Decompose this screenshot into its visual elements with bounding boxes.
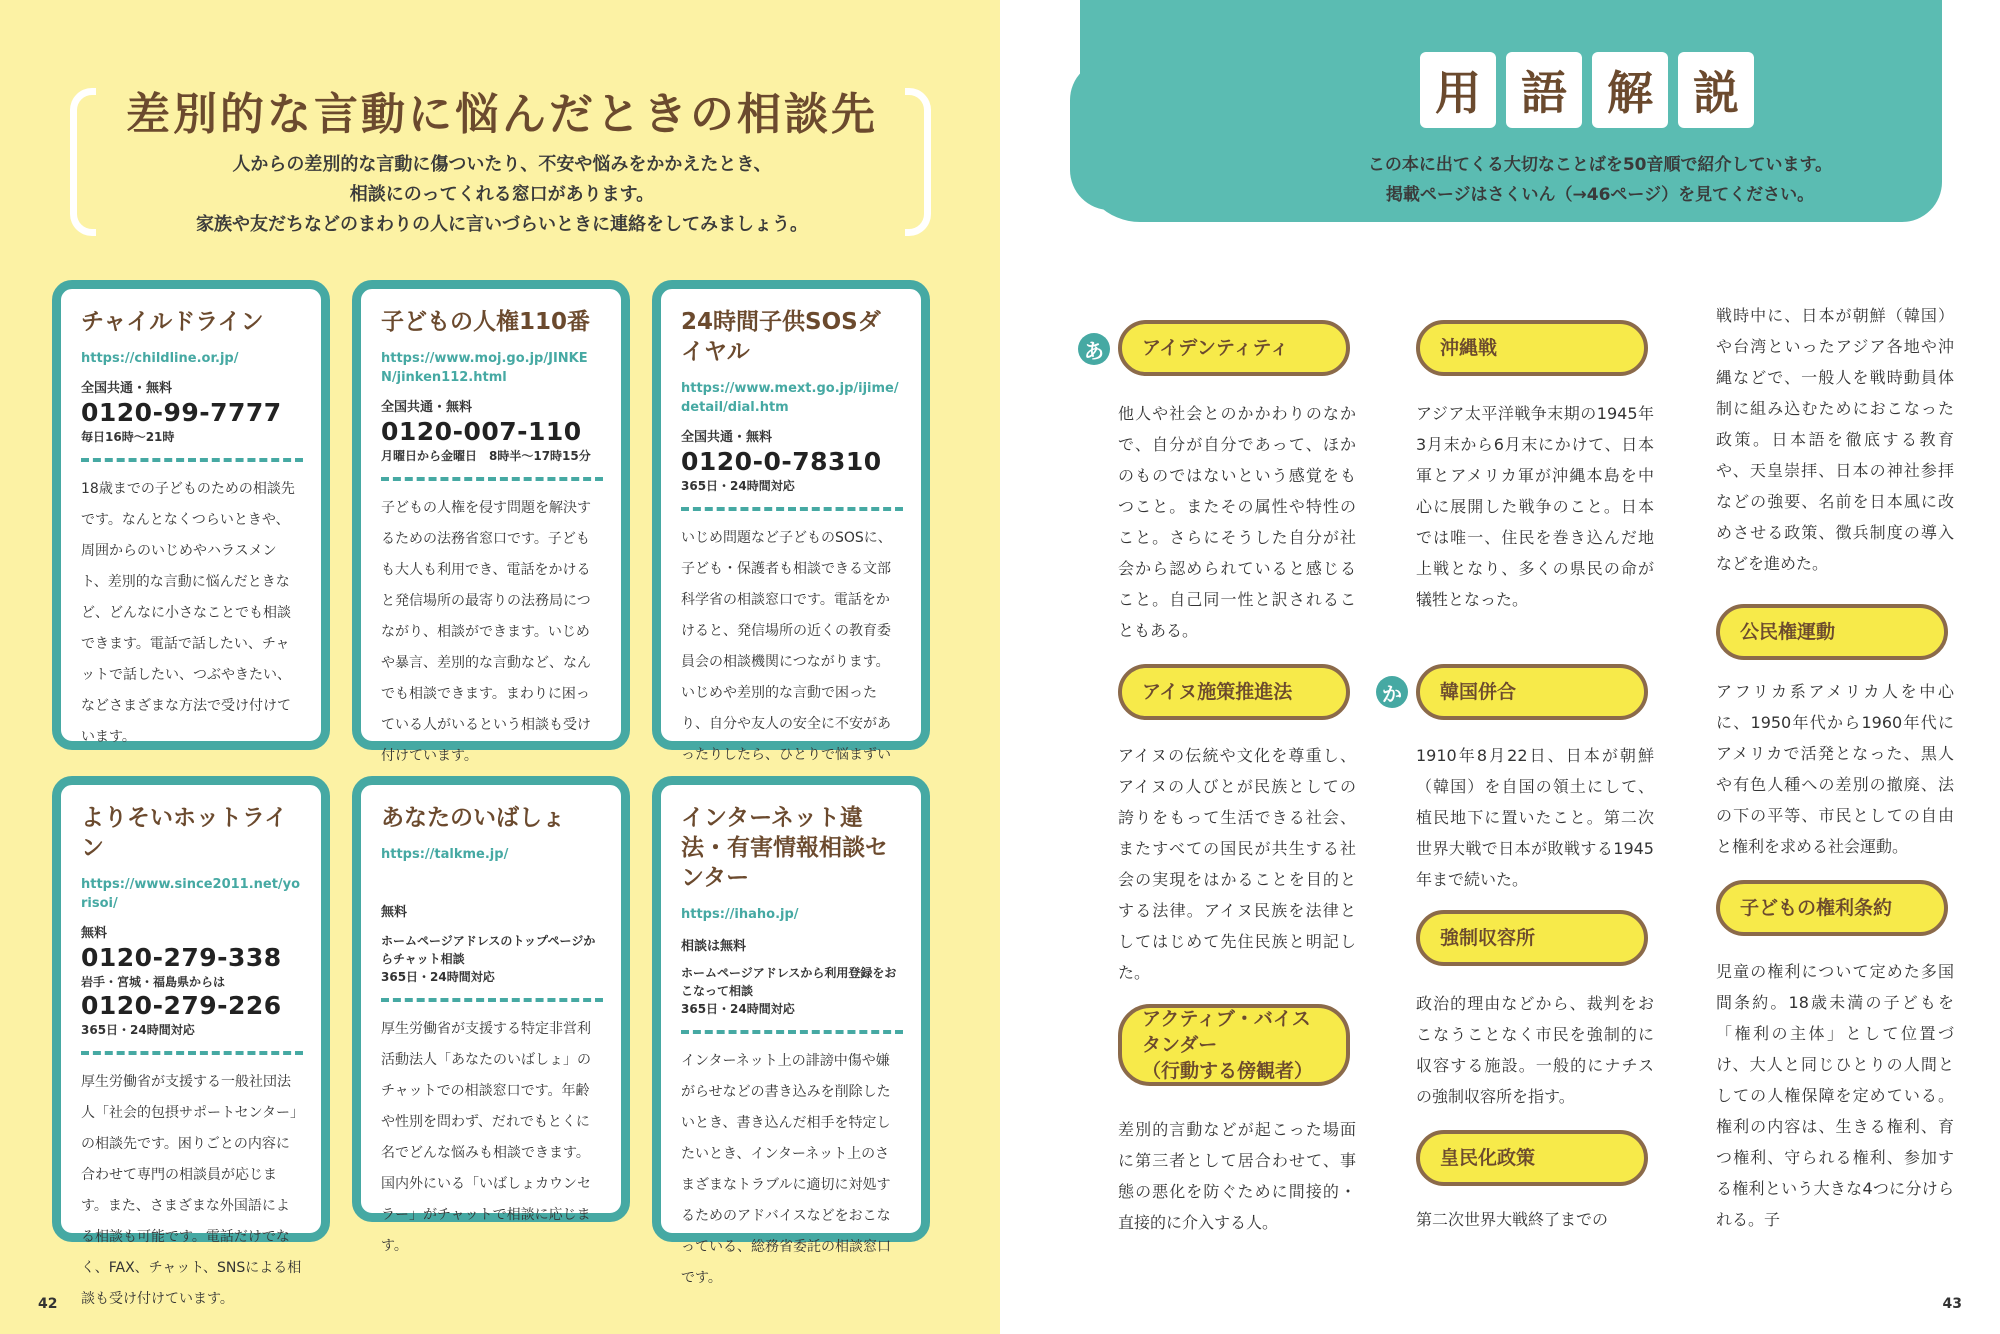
term-desc: 1910年8月22日、日本が朝鮮（韓国）を自国の領土にして、植民地下に置いたこと。第二次世界大戦で日本が敗戦する1945年まで続いた。	[1416, 746, 1654, 889]
card-anata-no-ibasho	[352, 776, 630, 1254]
term-civil-rights-movement: 公民権運動	[1716, 604, 1948, 660]
card-desc: インターネット上の誹謗中傷や嫌がらせなどの書き込みを削除したいとき、書き込んだ相手を特定したいとき、インターネット上のさまざまなトラブルに適切に対処するためのアドバイスなどをおこなっている、総務省委託の相談窓口です。	[681, 1053, 891, 1286]
card-url[interactable]: https://www.since2011.net/yorisoi/	[81, 877, 301, 911]
term-korea-annexation: 韓国併合	[1416, 664, 1648, 720]
card-title: インターネット違法・有害情報相談センター	[681, 805, 888, 891]
term-desc: アフリカ系アメリカ人を中心に、1950年代から1960年代にアメリカで活発となった、黒人や有色人種への差別の撤廃、法の下の平等、市民としての自由と権利を求める社会運動。	[1716, 682, 1954, 856]
card-hours: 月曜日から金曜日 8時半〜17時15分	[381, 449, 591, 463]
term-desc: 政治的理由などから、裁判をおこなうことなく市民を強制的に収容する施設。一般的にナチスの強制収容所を指す。	[1416, 994, 1654, 1106]
divider	[681, 507, 903, 511]
card-hours: 365日・24時間対応	[81, 1023, 195, 1037]
card-phone[interactable]: 0120-007-110	[381, 417, 582, 446]
card-desc: 18歳までの子どものための相談先です。なんとなくつらいときや、周囲からのいじめやハラスメント、差別的な言動に悩んだときなど、どんなに小さなことでも相談できます。電話で話したい、チャットで話したい、つぶやきたい、などさまざまな方法で受け付けています。	[81, 481, 295, 745]
term-concentration-camp: 強制収容所	[1416, 910, 1648, 966]
kana-index-a: あ	[1078, 333, 1110, 365]
card-phone[interactable]: 0120-279-338	[81, 943, 282, 972]
card-url[interactable]: https://childline.or.jp/	[81, 351, 239, 366]
intro-text: 人からの差別的な言動に傷ついたり、不安や悩みをかかえたとき、 相談にのってくれる窓口があります。 家族や友だちなどのまわりの人に言いづらいときに連絡をしてみましょう。	[196, 154, 808, 235]
term-child-rights-convention: 子どもの権利条約	[1716, 880, 1948, 936]
card-label: 相談は無料	[681, 939, 747, 954]
term-desc: 児童の権利について定めた多国間条約。18歳未満の子どもを「権利の主体」として位置づけ、大人と同じひとりの人間としての人権保障を定めている。権利の内容は、生きる権利、育つ権利、守られる権利、参加する権利という大きな4つに分けられる。子	[1716, 962, 1954, 1229]
divider	[81, 458, 303, 462]
card-hours-label: ホームページアドレスのトップページからチャット相談	[381, 934, 596, 966]
card-title: チャイルドライン	[81, 309, 264, 335]
card-phone-2[interactable]: 0120-279-226	[81, 991, 282, 1020]
card-hours: 365日・24時間対応	[381, 970, 495, 984]
term-okinawa-battle: 沖縄戦	[1416, 320, 1648, 376]
term-kominka-policy: 皇民化政策	[1416, 1130, 1648, 1186]
card-desc: 子どもの人権を侵す問題を解決するための法務省窓口です。子どもも大人も利用でき、電話をかけると発信場所の最寄りの法務局につながり、相談ができます。いじめや暴言、差別的な言動など、なんでも相談できます。まわりに困っている人がいるという相談も受け付けています。	[381, 500, 591, 764]
divider	[681, 1030, 903, 1034]
page-title: 差別的な言動に悩んだときの相談先	[126, 89, 878, 140]
card-url[interactable]: https://www.mext.go.jp/ijime/detail/dial.htm	[681, 381, 899, 415]
card-desc: 厚生労働省が支援する一般社団法人「社会的包摂サポートセンター」の相談先です。困りごとの内容に合わせて専門の相談員が応じます。また、さまざまな外国語による相談も可能です。電話だけでなく、FAX、チャット、SNSによる相談も受け付けています。	[81, 1074, 302, 1307]
term-desc: アジア太平洋戦争末期の1945年3月末から6月末にかけて、日本軍とアメリカ軍が沖縄本島を中心に展開した戦争のこと。日本では唯一、住民を巻き込んだ地上戦となり、多くの県民の命が犠牲となった。	[1416, 404, 1654, 609]
card-title: 24時間子供SOSダイヤル	[681, 309, 881, 365]
term-desc: 第二次世界大戦終了までの	[1416, 1210, 1609, 1229]
divider	[81, 1051, 303, 1055]
card-label: 全国共通・無料	[681, 430, 773, 445]
card-hours: 毎日16時〜21時	[81, 430, 175, 444]
card-jinken110	[352, 280, 630, 764]
card-phone[interactable]: 0120-99-7777	[81, 398, 282, 427]
card-title: 子どもの人権110番	[381, 309, 591, 335]
card-sos-dial	[652, 280, 930, 763]
card-title: よりそいホットライン	[81, 805, 288, 861]
card-label: 全国共通・無料	[81, 381, 173, 396]
right-bracket	[905, 88, 931, 236]
kana-index-ka: か	[1376, 676, 1408, 708]
card-phone[interactable]: 0120-0-78310	[681, 447, 882, 476]
card-label: 無料	[381, 905, 408, 920]
card-url[interactable]: https://www.moj.go.jp/JINKEN/jinken112.html	[381, 351, 588, 385]
term-desc: アイヌの伝統や文化を尊重し、アイヌの人びとが民族としての誇りをもって生活できる社会、またすべての国民が共生する社会の実現をはかることを目的とする法律。アイヌ民族を法律としてはじめて先住民族と明記した。	[1118, 746, 1356, 982]
term-desc: 差別的言動などが起こった場面に第三者として居合わせて、事態の悪化を防ぐために間接的・直接的に介入する人。	[1118, 1120, 1356, 1232]
card-yorisoi	[52, 776, 330, 1307]
page-number: 42	[38, 1296, 58, 1312]
title-char: 説	[1678, 52, 1754, 128]
term-ainu-law: アイヌ施策推進法	[1118, 664, 1350, 720]
card-title: あなたのいばしょ	[381, 805, 565, 831]
term-active-bystander: アクティブ・バイスタンダー （行動する傍観者）	[1118, 1004, 1350, 1086]
card-hours: 365日・24時間対応	[681, 1002, 795, 1016]
title-char: 語	[1506, 52, 1582, 128]
glossary-intro: この本に出てくる大切なことばを50音順で紹介しています。 掲載ページはさくいん（→46ページ）を見てください。	[1367, 155, 1833, 205]
title-char: 解	[1592, 52, 1668, 128]
glossary-header	[1080, 0, 1942, 222]
card-label: 無料	[81, 926, 108, 941]
term-desc-continued: 戦時中に、日本が朝鮮（韓国）や台湾といったアジア各地や沖縄などで、一般人を戦時動員体制に組み込むためにおこなった政策。日本語を徹底する教育や、天皇崇拝、日本の神社参拝などの強要、名前を日本風に改めさせる政策、徴兵制度の導入などを進めた。	[1716, 306, 1954, 573]
card-url[interactable]: https://ihaho.jp/	[681, 907, 799, 922]
card-childline	[52, 280, 330, 750]
card-ihaho	[652, 776, 930, 1286]
card-hours-label: 岩手・宮城・福島県からは	[81, 975, 226, 989]
page-number: 43	[1942, 1296, 1962, 1312]
divider	[381, 477, 603, 481]
left-bracket	[70, 88, 96, 236]
term-desc: 他人や社会とのかかわりのなかで、自分が自分であって、ほかのものではないという感覚をもつこと。またその属性や特性のこと。さらにそうした自分が社会から認められていると感じること。自己同一性と訳されることもある。	[1118, 404, 1356, 640]
glossary-title	[1420, 52, 1754, 128]
title-char: 用	[1420, 52, 1496, 128]
card-desc: いじめ問題など子どものSOSに、子ども・保護者も相談できる文部科学省の相談窓口です。電話をかけると、発信場所の近くの教育委員会の相談機関につながります。いじめや差別的な言動で困ったり、自分や友人の安全に不安があったりしたら、ひとりで悩まずい	[681, 530, 892, 763]
card-desc: 厚生労働省が支援する特定非営利活動法人「あなたのいばしょ」のチャットでの相談窓口です。年齢や性別を問わず、だれでもとくに名でどんな悩みも相談できます。国内外にいる「いばしょカウンセラー」がチャットで相談に応じます。	[381, 1021, 591, 1254]
card-hours-label: ホームページアドレスから利用登録をおこなって相談	[681, 966, 897, 998]
term-identity: アイデンティティ	[1118, 320, 1350, 376]
card-url[interactable]: https://talkme.jp/	[381, 847, 509, 862]
right-page	[1000, 0, 2000, 1334]
card-label: 全国共通・無料	[381, 400, 473, 415]
divider	[381, 998, 603, 1002]
card-hours: 365日・24時間対応	[681, 479, 795, 493]
